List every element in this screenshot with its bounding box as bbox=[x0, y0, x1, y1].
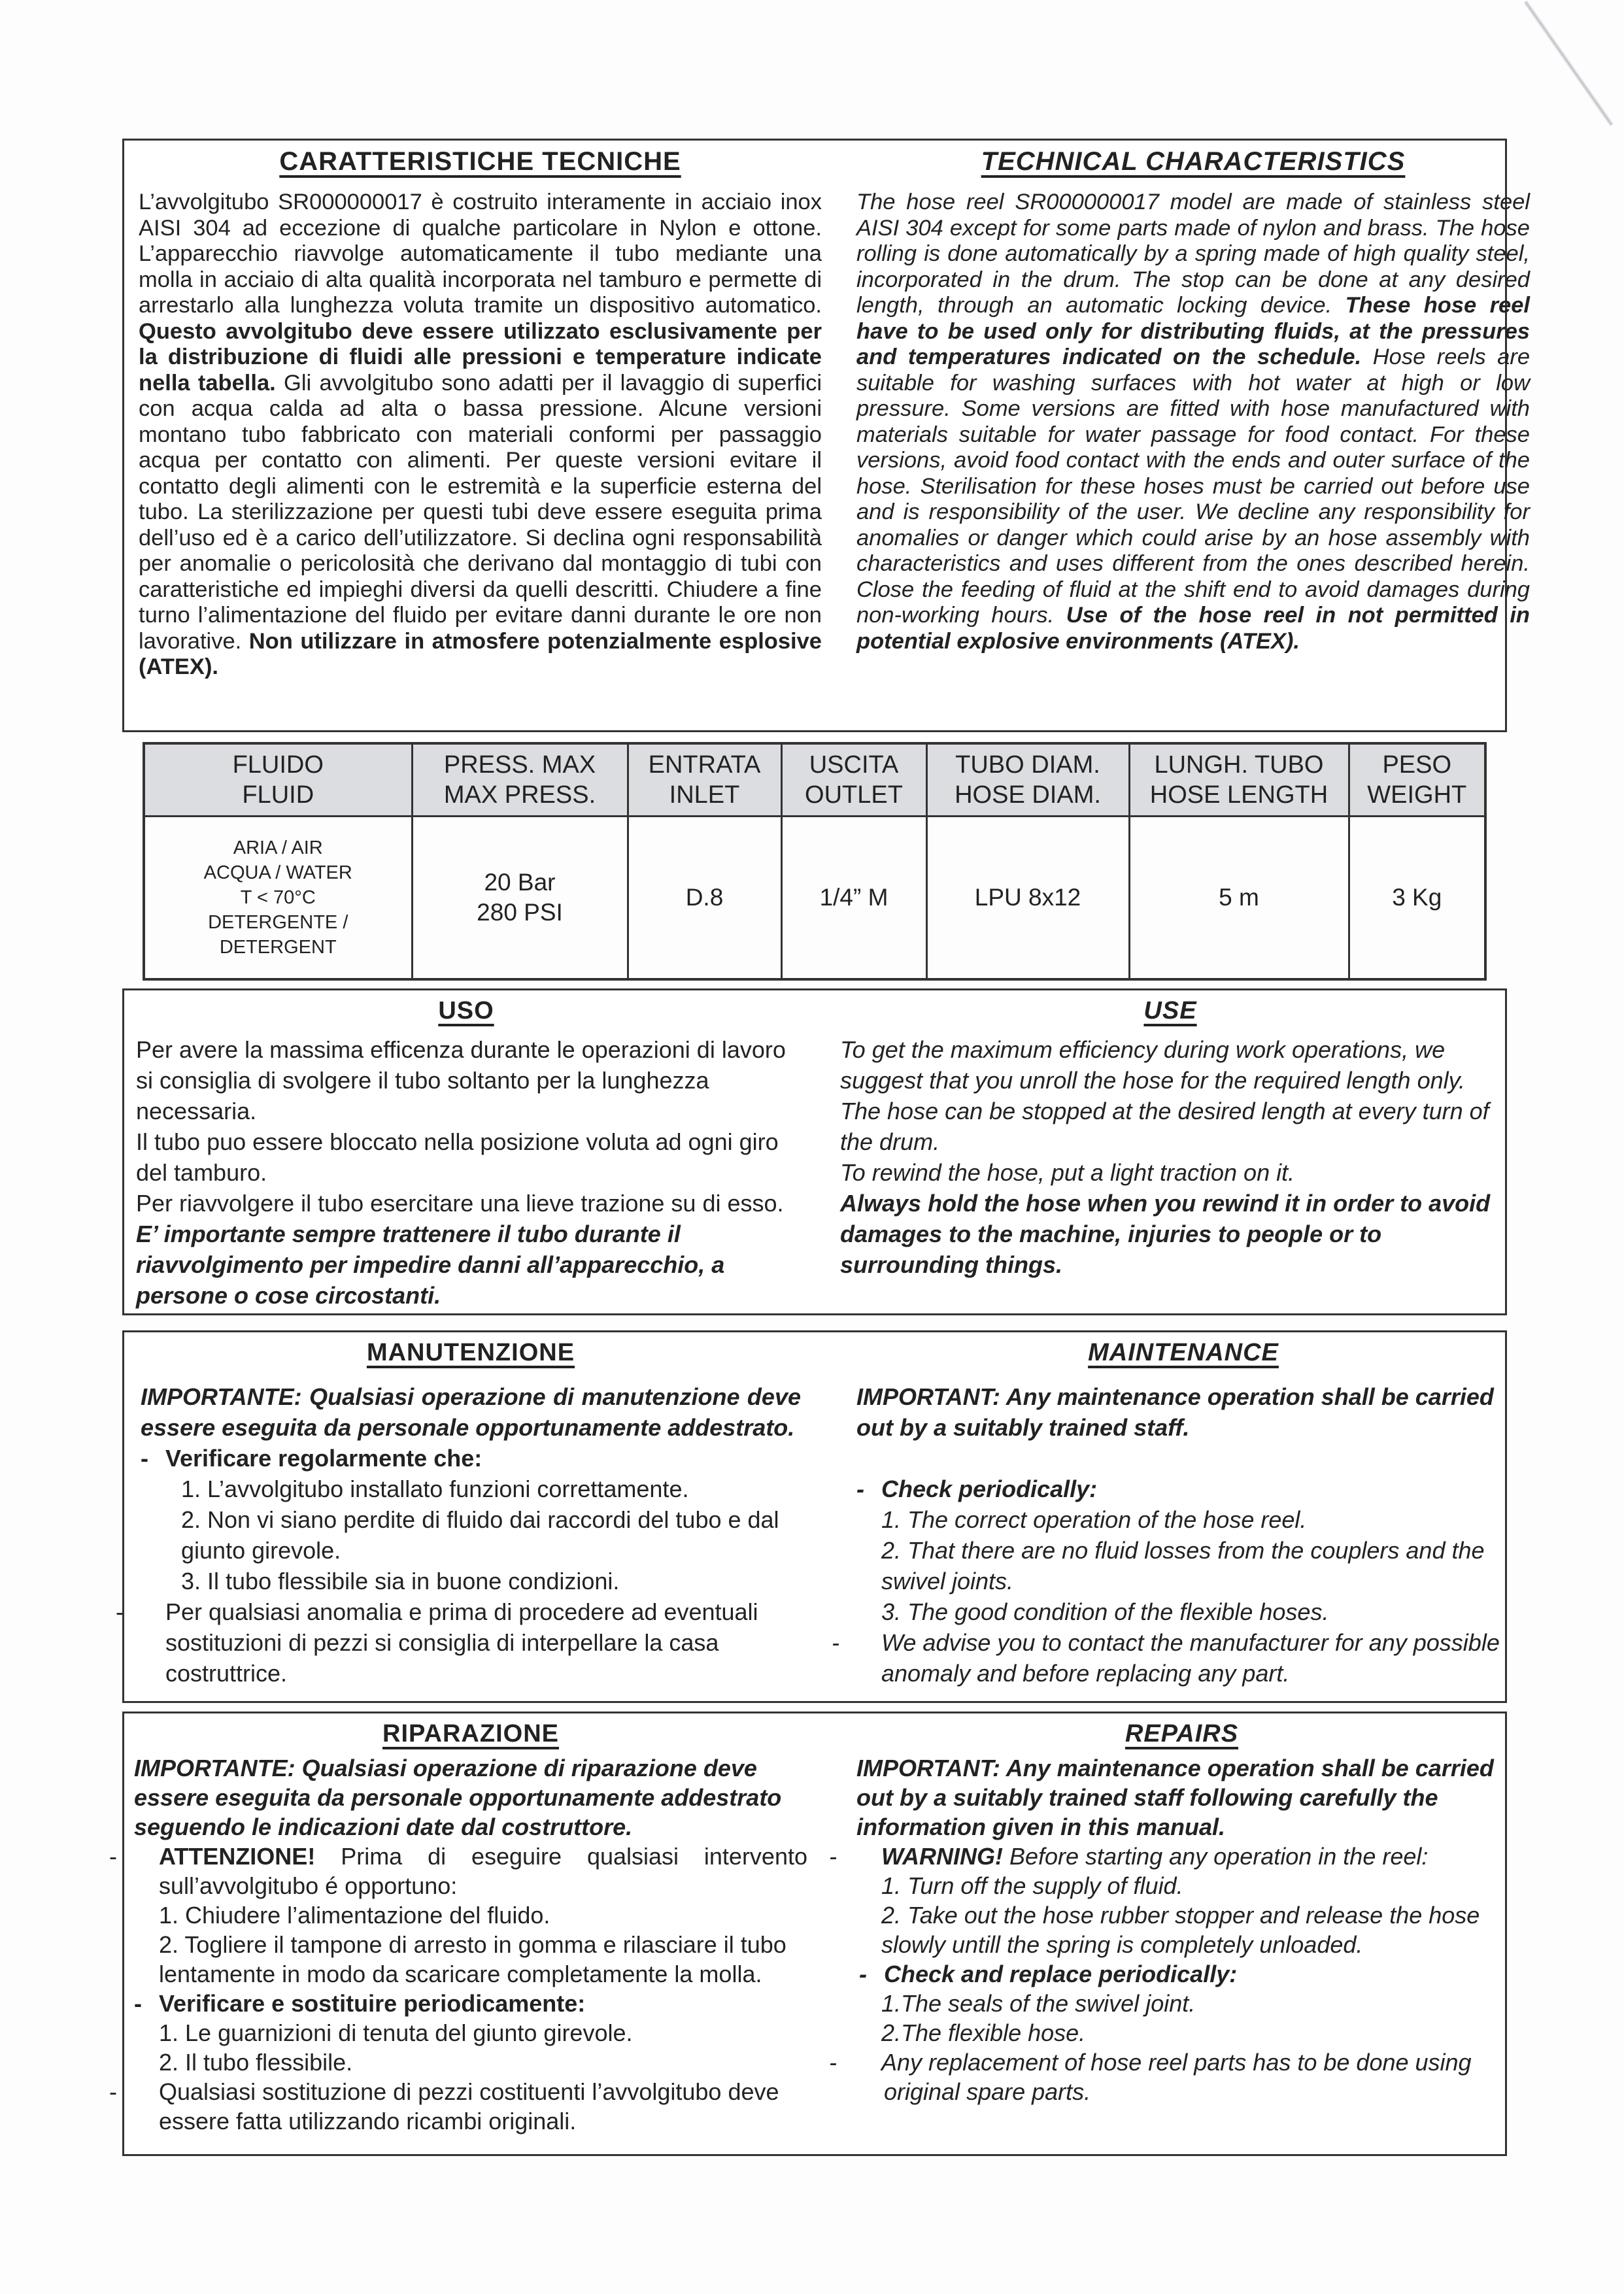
repairs-box bbox=[109, 1712, 1507, 2156]
technical-it-column bbox=[139, 147, 822, 681]
technical-it-title: CARATTERISTICHE TECNICHE bbox=[279, 147, 681, 176]
cell-outlet: 1/4” M bbox=[781, 816, 926, 979]
technical-characteristics-box bbox=[122, 139, 1531, 732]
repairs-en-column bbox=[829, 1720, 1507, 2106]
repairs-en-title: REPAIRS bbox=[1125, 1720, 1239, 1747]
cell-hose-length: 5 m bbox=[1129, 816, 1349, 979]
use-it-text: Per avere la massima efficenza durante le operazioni di lavoro si consiglia di svolgere il tubo soltanto per la lunghezza necessaria. Il tubo puo essere bloccato nella posizione voluta ad ogni giro del tamburo. Per riavvolgere il tubo esercitare una lieve trazione su di esso. E’ importante sempre trattenere il tubo durante il riavvolgimento per impedire danni all’apparecchio, a persone o cose circostanti. bbox=[136, 1036, 786, 1309]
spec-table bbox=[143, 742, 1487, 981]
technical-en-column bbox=[856, 147, 1530, 654]
repairs-it-column bbox=[109, 1720, 807, 2136]
cell-max-pressure: 20 Bar 280 PSI bbox=[412, 816, 628, 979]
maintenance-it-title: MANUTENZIONE bbox=[366, 1339, 575, 1366]
use-box bbox=[122, 988, 1507, 1315]
spec-table-header-row bbox=[144, 743, 1485, 816]
technical-en-title: TECHNICAL CHARACTERISTICS bbox=[981, 147, 1406, 176]
use-en-title: USE bbox=[1143, 997, 1197, 1024]
use-en-column bbox=[840, 997, 1500, 1280]
maintenance-en-title: MAINTENANCE bbox=[1088, 1339, 1279, 1366]
use-it-title: USO bbox=[438, 997, 494, 1024]
cell-weight: 3 Kg bbox=[1349, 816, 1485, 979]
header-max-pressure: PRESS. MAX MAX PRESS. bbox=[412, 743, 628, 816]
header-weight: PESO WEIGHT bbox=[1349, 743, 1485, 816]
header-hose-length: LUNGH. TUBO HOSE LENGTH bbox=[1129, 743, 1349, 816]
header-fluid: FLUIDO FLUID bbox=[144, 743, 412, 816]
use-en-text: To get the maximum efficiency during work operations, we suggest that you unroll the hose for the required length only. The hose can be stopped at the desired length at every turn of the drum. To rewind the hose, put a light traction on it. Always hold the hose when you rewind it in order to avoid damages to the machine, injuries to people or to surrounding things. bbox=[840, 1036, 1491, 1278]
header-hose-diameter: TUBO DIAM. HOSE DIAM. bbox=[926, 743, 1129, 816]
cell-fluid: ARIA / AIR ACQUA / WATER T < 70°C DETERGENTE / DETERGENT bbox=[144, 816, 412, 979]
maintenance-en-text: IMPORTANT: Any maintenance operation shall be carried out by a suitably trained staff. - Check periodically: 1. The correct operation of the hose reel. 2. That there are no fluid losses from the couplers and the swivel joints. 3. The good condition of the flexible hoses. - We advise you to contact the manufacturer for any possible anomaly and before replacing any part. bbox=[832, 1383, 1500, 1687]
maintenance-box bbox=[116, 1330, 1507, 1703]
technical-it-text: L’avvolgitubo SR000000017 è costruito interamente in acciaio inox AISI 304 ad eccezione di qualche particolare in Nylon e ottone. L’apparecchio riavvolge automaticamente il tubo mediante una molla in acciaio di alta qualità incorporata nel tamburo e permette di arrestarlo alla lunghezza voluta tramite un dispositivo automatico. Questo avvolgitubo deve essere utilizzato esclusivamente per la distribuzione di fluidi alle pressioni e temperature indicate nella tabella. Gli avvolgitubo sono adatti per il lavaggio di superfici con acqua calda ad alta o bassa pressione. Alcune versioni montano tubo fabbricato con materiali conformi per passaggio acqua per contatto con alimenti. Per queste versioni evitare il contatto degli alimenti con le estremità e la superficie esterna del tubo. La sterilizzazione per questi tubi deve essere eseguita prima dell’uso ed è a carico dell’utilizzatore. Si declina ogni responsabilità per anomalie o pericolosità che derivano dal montaggio di tubi con caratteristiche ed impieghi diversi da quelli descritti. Chiudere a fine turno l’alimentazione del fluido per evitare danni durante le ore non lavorative. Non utilizzare in atmosfere potenzialmente esplosive (ATEX). bbox=[139, 190, 822, 679]
maintenance-it-text: IMPORTANTE: Qualsiasi operazione di manutenzione deve essere eseguita da personale opportunamente addestrato. - Verificare regolarmente che: 1. L’avvolgitubo installato funzioni correttamente. 2. Non vi siano perdite di fluido dai raccordi del tubo e dal giunto girevole. 3. Il tubo flessibile sia in buone condizioni. - Per qualsiasi anomalia e prima di procedere ad eventuali sostituzioni di pezzi si consiglia di interpellare la casa costruttrice. bbox=[116, 1383, 801, 1687]
header-inlet: ENTRATA INLET bbox=[628, 743, 781, 816]
page-fold-mark bbox=[1523, 0, 1614, 126]
repairs-it-title: RIPARAZIONE bbox=[382, 1720, 559, 1747]
repairs-it-text: IMPORTANTE: Qualsiasi operazione di riparazione deve essere eseguita da personale opportunamente addestrato seguendo le indicazioni date dal costruttore. - ATTENZIONE! Prima di eseguire qualsiasi intervento sull’avvolgitubo é opportuno: 1. Chiudere l’alimentazione del fluido. 2. Togliere il tampone di arresto in gomma e rilasciare il tubo lentamente in modo da scaricare completamente la molla. - Verificare e sostituire periodicamente: 1. Le guarnizioni di tenuta del giunto girevole. 2. Il tubo flessibile. - Qualsiasi sostituzione di pezzi costituenti l’avvolgitubo deve essere fatta utilizzando ricambi originali. bbox=[109, 1755, 807, 2134]
cell-hose-diameter: LPU 8x12 bbox=[926, 816, 1129, 979]
maintenance-it-column bbox=[116, 1339, 801, 1689]
maintenance-en-column bbox=[832, 1339, 1510, 1689]
cell-inlet: D.8 bbox=[628, 816, 781, 979]
use-it-column bbox=[136, 997, 796, 1311]
header-outlet: USCITA OUTLET bbox=[781, 743, 926, 816]
technical-en-text: The hose reel SR000000017 model are made of stainless steel AISI 304 except for some parts made of nylon and brass. The hose rolling is done automatically by a spring made of high quality steel, incorporated in the drum. The stop can be done at any desired length, through an automatic locking device. These hose reel have to be used only for distributing fluids, at the pressures and temperatures indicated on the schedule. Hose reels are suitable for washing surfaces with hot water at high or low pressure. Some versions are fitted with hose manufactured with materials suitable for water passage for food contact. For these versions, avoid food contact with the ends and outer surface of the hose. Sterilisation for these hoses must be carried out before use and is responsibility of the user. We decline any responsibility for anomalies or danger which could arise by an hose assembly with characteristics and uses different from the ones described herein. Close the feeding of fluid at the shift end to avoid damages during non-working hours. Use of the hose reel in not permitted in potential explosive environments (ATEX). bbox=[856, 190, 1531, 654]
spec-table-row bbox=[144, 816, 1485, 979]
repairs-en-text: IMPORTANT: Any maintenance operation shall be carried out by a suitably trained staff following carefully the information given in this manual. - WARNING! Before starting any operation in the reel: 1. Turn off the supply of fluid. 2. Take out the hose rubber stopper and release the hose slowly untill the spring is completely unloaded. - Check and replace periodically: 1.The seals of the swivel joint. 2.The flexible hose. - Any replacement of hose reel parts has to be done using original spare parts. bbox=[829, 1755, 1494, 2105]
